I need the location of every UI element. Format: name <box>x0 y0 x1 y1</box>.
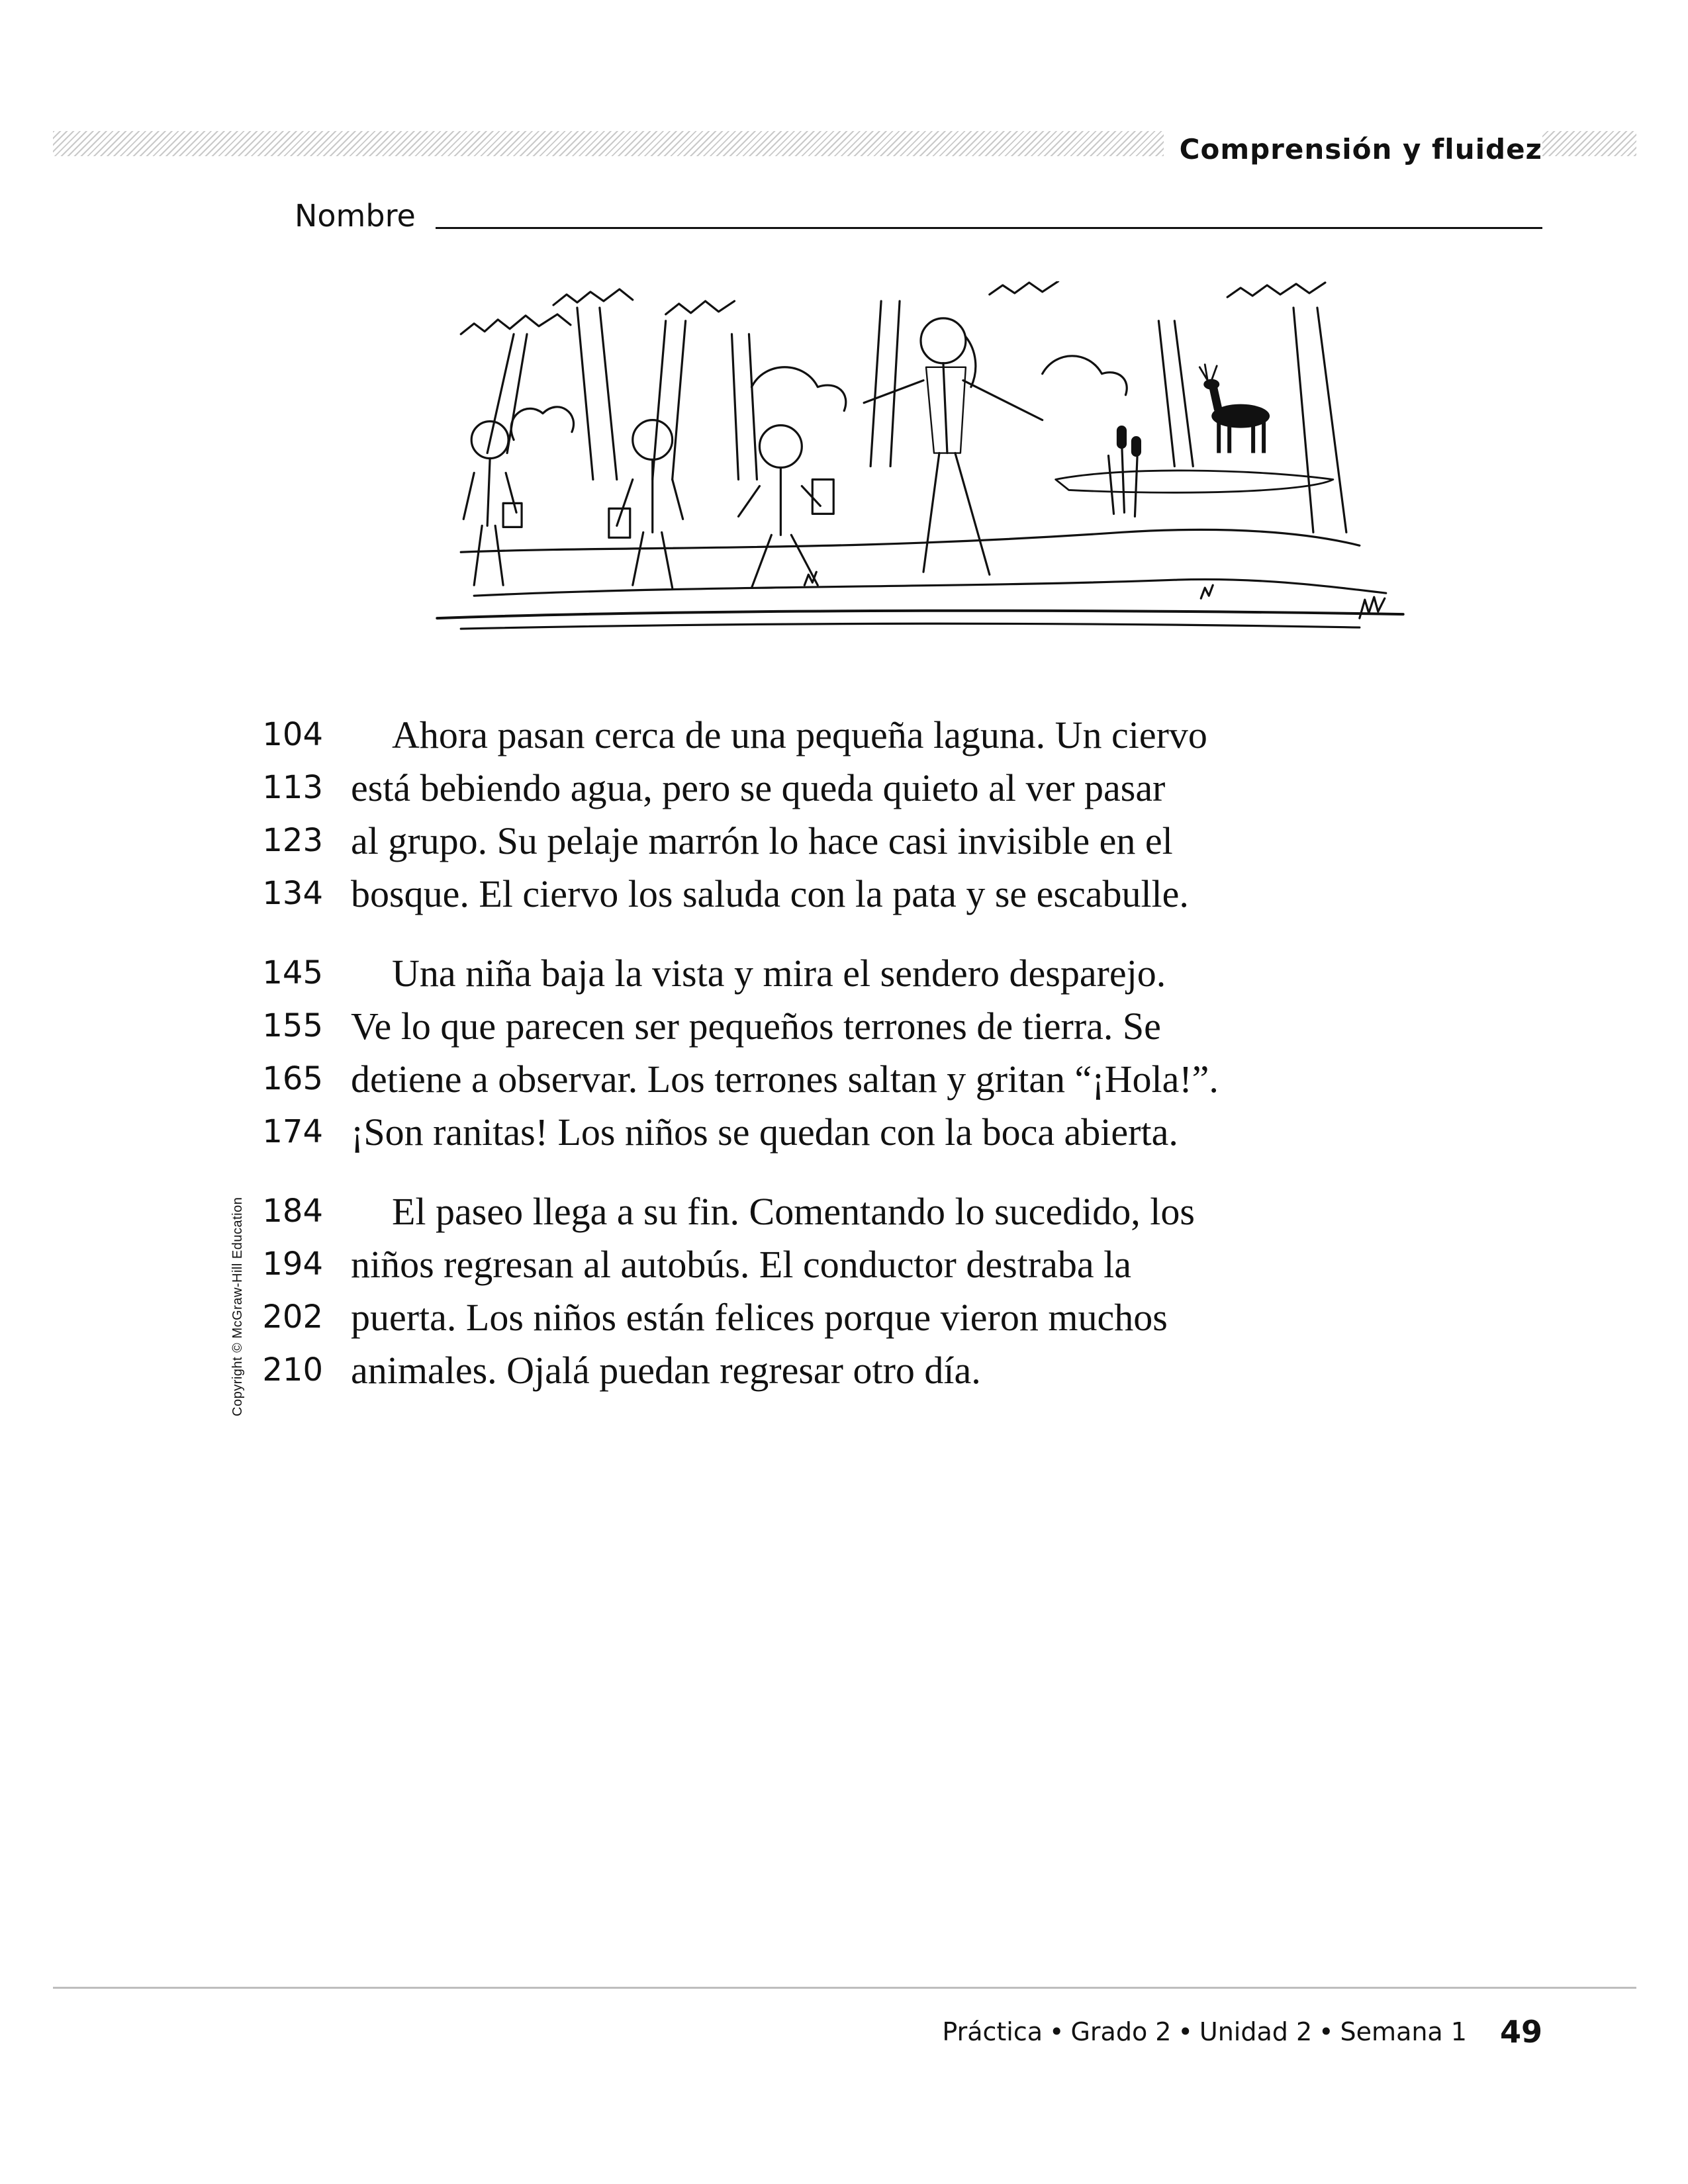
word-count: 194 <box>262 1246 323 1283</box>
reading-passage <box>245 708 1436 1423</box>
word-count: 184 <box>262 1193 323 1230</box>
word-count: 134 <box>262 875 323 912</box>
name-input-line[interactable] <box>436 227 1542 229</box>
word-count: 145 <box>262 954 323 991</box>
forest-walk-illustration-icon <box>434 281 1407 655</box>
line-text: al grupo. Su pelaje marrón lo hace casi invisible en el <box>351 819 1173 862</box>
line-text: Una niña baja la vista y mira el sendero desparejo. <box>392 951 1166 995</box>
word-count: 210 <box>262 1351 323 1388</box>
word-count: 202 <box>262 1298 323 1336</box>
word-count: 104 <box>262 716 323 753</box>
page-number: 49 <box>1499 2014 1542 2050</box>
word-count: 155 <box>262 1007 323 1044</box>
footer-separator: • <box>1049 2017 1064 2046</box>
line-text: Ahora pasan cerca de una pequeña laguna. Un ciervo <box>392 713 1207 756</box>
footer-separator: • <box>1178 2017 1193 2046</box>
line-text: ¡Son ranitas! Los niños se quedan con la boca abierta. <box>351 1110 1178 1154</box>
word-count: 123 <box>262 822 323 859</box>
passage-line <box>245 708 1436 761</box>
footer-grade: Grado 2 <box>1070 2017 1172 2046</box>
footer-practice: Práctica <box>942 2017 1043 2046</box>
passage-line <box>245 1052 1436 1105</box>
footer-separator: • <box>1319 2017 1334 2046</box>
footer-divider <box>53 1987 1636 1989</box>
word-count: 165 <box>262 1060 323 1097</box>
line-text: bosque. El ciervo los saluda con la pata y se escabulle. <box>351 872 1189 915</box>
line-text: Ve lo que parecen ser pequeños terrones de tierra. Se <box>351 1004 1161 1048</box>
passage-line <box>245 946 1436 999</box>
word-count: 113 <box>262 769 323 806</box>
page-footer <box>942 2012 1542 2052</box>
paragraph-3 <box>245 1185 1436 1396</box>
section-title: Comprensión y fluidez <box>1164 130 1542 169</box>
paragraph-1 <box>245 708 1436 920</box>
line-text: El paseo llega a su fin. Comentando lo sucedido, los <box>392 1189 1195 1233</box>
line-text: animales. Ojalá puedan regresar otro día. <box>351 1348 981 1392</box>
line-text: niños regresan al autobús. El conductor destraba la <box>351 1242 1131 1286</box>
line-text: detiene a observar. Los terrones saltan y gritan “¡Hola!”. <box>351 1057 1219 1101</box>
footer-unit: Unidad 2 <box>1199 2017 1313 2046</box>
line-text: puerta. Los niños están felices porque vieron muchos <box>351 1295 1168 1339</box>
name-label: Nombre <box>295 198 416 234</box>
passage-line <box>245 999 1436 1052</box>
passage-line <box>245 761 1436 814</box>
name-row <box>295 189 1542 236</box>
copyright-notice: Copyright © McGraw-Hill Education <box>230 1197 245 1416</box>
passage-line <box>245 1185 1436 1238</box>
passage-line <box>245 814 1436 867</box>
passage-line <box>245 1291 1436 1343</box>
passage-line <box>245 1105 1436 1158</box>
word-count: 174 <box>262 1113 323 1150</box>
line-text: está bebiendo agua, pero se queda quieto al ver pasar <box>351 766 1166 809</box>
passage-line <box>245 1343 1436 1396</box>
passage-line <box>245 867 1436 920</box>
footer-week: Semana 1 <box>1340 2017 1467 2046</box>
paragraph-2 <box>245 946 1436 1158</box>
passage-line <box>245 1238 1436 1291</box>
